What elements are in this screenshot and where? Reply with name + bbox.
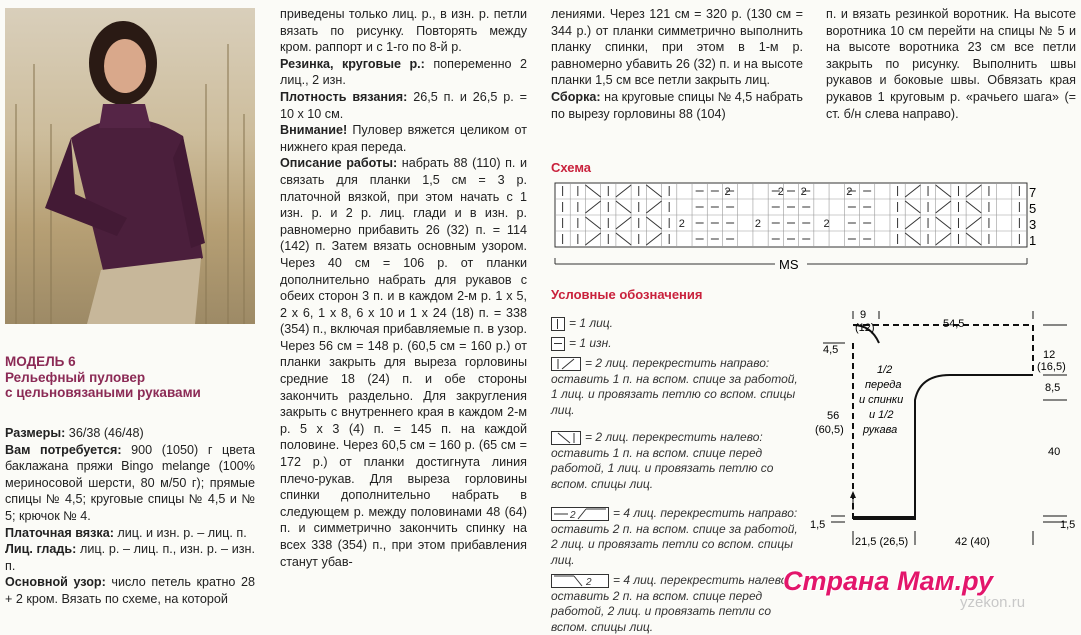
dim-right-12: 12 [1043, 349, 1056, 361]
knitting-chart [553, 180, 1037, 275]
legend-item-cross-left-2: = 2 лиц. перекрестить налево: оставить 1 п. на вспом. спице перед работой, 1 лиц. и провязать петлю со вспом. спицы лиц. [551, 430, 774, 491]
paragraph-gauge: Плотность вязания: 26,5 п. и 26,5 р. = 10 х 10 см. [280, 89, 527, 121]
center-label-1: 1/2 [877, 364, 893, 376]
cable-count-label: 2 [754, 218, 762, 230]
svg-text:2: 2 [586, 576, 592, 588]
center-label-5: рукава [863, 424, 898, 436]
center-label-2: переда [865, 379, 902, 391]
spec-stockinette: Лиц. гладь: лиц. р. – лиц. п., изн. р. – изн. п. [5, 542, 256, 573]
legend-item-knit: = 1 лиц. [551, 316, 801, 332]
row-number-5: 5 [1029, 201, 1037, 216]
center-label-3: и спинки [859, 394, 904, 406]
dim-top-9: 9 [860, 309, 867, 321]
cable-count-label: 2 [777, 186, 784, 198]
paragraph-collar: п. и вязать резинкой воротник. На высоте воротника 10 см перейти на спицы № 5 и на высоте воротника 23 см все петли закрыть по рисунку. Выполнить швы рукавов и боковые швы. Обвязать края рукавов 1 круговым р. «рачьего шага» (= ст. б/н слева направо). [826, 7, 1076, 121]
watermark-logo: Страна Мам.ру [783, 566, 993, 596]
cross-right-2-icon [551, 357, 581, 371]
knit-stitch-icon [551, 317, 565, 331]
dim-top-545: 54,5 [943, 318, 965, 330]
center-label-4: и 1/2 [869, 409, 894, 421]
spec-sizes: Размеры: 36/38 (46/48) [5, 426, 144, 440]
woman-in-sweater-figure [5, 8, 255, 324]
paragraph-continuation: лениями. Через 121 см = 320 р. (130 см = 344 р.) от планки симметрично выполнить планку спинки, при этом в 1-м р. равномерно убавить 26 (32) п. и на высоте планки 1,5 см все петли закрыть лиц. [551, 7, 803, 88]
dim-right-40: 40 [1048, 446, 1061, 458]
dim-right-85: 8,5 [1045, 382, 1061, 394]
cross-left-4-icon [551, 574, 609, 588]
dim-bottom-215: 21,5 (26,5) [855, 536, 909, 548]
legend-item-cross-left-4: 2 = 4 лиц. перекрестить налево: оставить 2 п. на вспом. спице перед работой, 2 лиц. и провязать петли со вспом. спицы лиц. [551, 573, 791, 634]
dim-top-12: (12) [855, 322, 875, 334]
dim-bottom-left-15: 1,5 [810, 519, 826, 531]
purl-stitch-icon [551, 337, 565, 351]
svg-text:2: 2 [570, 509, 576, 521]
dim-left-45: 4,5 [823, 344, 839, 356]
spec-materials: Вам потребуется: 900 (1050) г цвета баклажана пряжи Bingo melange (100% мериносовой шерсти, 80 м/50 г); прямые спицы № 4,5; круговые спицы № 4,5 и № 5; крючок № 4. [5, 442, 256, 523]
model-title-line-1: Рельефный пуловер [5, 369, 146, 385]
model-title [5, 354, 255, 401]
watermark-sub: yzekon.ru [960, 594, 1026, 611]
cable-count-label: 2 [800, 186, 807, 198]
dim-bottom-42: 42 (40) [955, 536, 990, 548]
paragraph-description: Описание работы: набрать 88 (110) п. и связать для планки 1,5 см = 3 р. платочной вязкой, при этом начать с 1 изн. р. и 2 р. лиц. глади и в изн. р. равномерно прибавить 26 (32) п. = 114 (142) п. Затем вязать основным узором. Через 40 см = 106 р. от планки дополнительно набрать для рукавов с обеих сторон 3 п. и в каждом 2-м р. 1 х 5, 2 х 6, 1 х 8, 6 х 10 и 1 х 24 (18) п. = 338 (354) п., включая прибавляемые п. в узор. Через 56 см = 148 р. (60,5 см = 160 р.) от планки закрыть для выреза горловины средние 18 (24) п. и обе стороны закончить раздельно. Для закругления закрыть с внутреннего края в каждом 2-м р. 5 х 3 (4) п. = 145 п. на каждой половине. Через 60,5 см = 160 р. (65 см = 172 р.) от планки достигнута линия плечо-рукав. Для выреза горловины спинки дополнительно набрать в следующем р. между половинами 48 (64) п. и симметрично закончить спинку на всех 338 (354) п., при этом прибавления станут убав- [280, 156, 527, 569]
instructions-column-2 [280, 6, 527, 570]
model-photo [5, 8, 255, 324]
dim-right-165: (16,5) [1037, 361, 1066, 373]
specs-column [5, 425, 255, 608]
chart-title: Схема [551, 160, 592, 175]
pattern-schematic [805, 305, 1075, 555]
row-number-3: 3 [1029, 217, 1037, 232]
cross-right-4-icon [551, 507, 609, 521]
legend-item-cross-right-2: = 2 лиц. перекрестить направо: оставить 1 п. на вспом. спице за работой, 1 лиц. и провязать петлю со вспом. спицы лиц. [551, 356, 798, 417]
spec-main-pattern: Основной узор: число петель кратно 28 + 2 кром. Вязать по схеме, на которой [5, 575, 256, 606]
model-title-line-2: с цельновязаными рукавами [5, 385, 201, 400]
legend-item-cross-right-4: 2 = 4 лиц. перекрестить направо: оставить 2 п. на вспом. спице за работой, 2 лиц. и провязать петли со вспом. спицы лиц. [551, 506, 798, 567]
paragraph-attention: Внимание! Пуловер вяжется целиком от нижнего края переда. [280, 123, 527, 154]
legend-item-purl: = 1 изн. [551, 336, 801, 352]
side-edge [915, 375, 950, 520]
cable-count-label: 2 [724, 186, 731, 198]
row-number-7: 7 [1029, 185, 1037, 200]
paragraph-rib: Резинка, круговые р.: попеременно 2 лиц., 2 изн. [280, 56, 528, 88]
dim-left-605: (60,5) [815, 424, 844, 436]
spec-garter: Платочная вязка: лиц. и изн. р. – лиц. п. [5, 525, 247, 540]
model-number: МОДЕЛЬ 6 [5, 354, 76, 369]
direction-arrow-head [850, 491, 856, 498]
dim-bottom-right-15: 1,5 [1060, 519, 1076, 531]
cable-count-label: 2 [823, 218, 830, 230]
row-number-1: 1 [1029, 233, 1037, 248]
repeat-label: MS [779, 257, 799, 272]
paragraph: приведены только лиц. р., в изн. р. петли вязать по рисунку. Повторять между кром. раппорт и с 1-го по 8-й р. [280, 7, 527, 55]
cable-count-label: 2 [678, 218, 685, 230]
hem-band [853, 516, 915, 520]
instructions-column-3 [551, 6, 803, 122]
cross-left-2-icon [551, 431, 581, 445]
legend-title: Условные обозначения [551, 287, 703, 302]
instructions-column-4 [826, 6, 1076, 122]
cable-count-label: 2 [846, 186, 853, 198]
dim-left-56: 56 [827, 410, 840, 422]
paragraph-assembly: Сборка: на круговые спицы № 4,5 набрать по вырезу горловины 88 (104) [551, 89, 803, 121]
